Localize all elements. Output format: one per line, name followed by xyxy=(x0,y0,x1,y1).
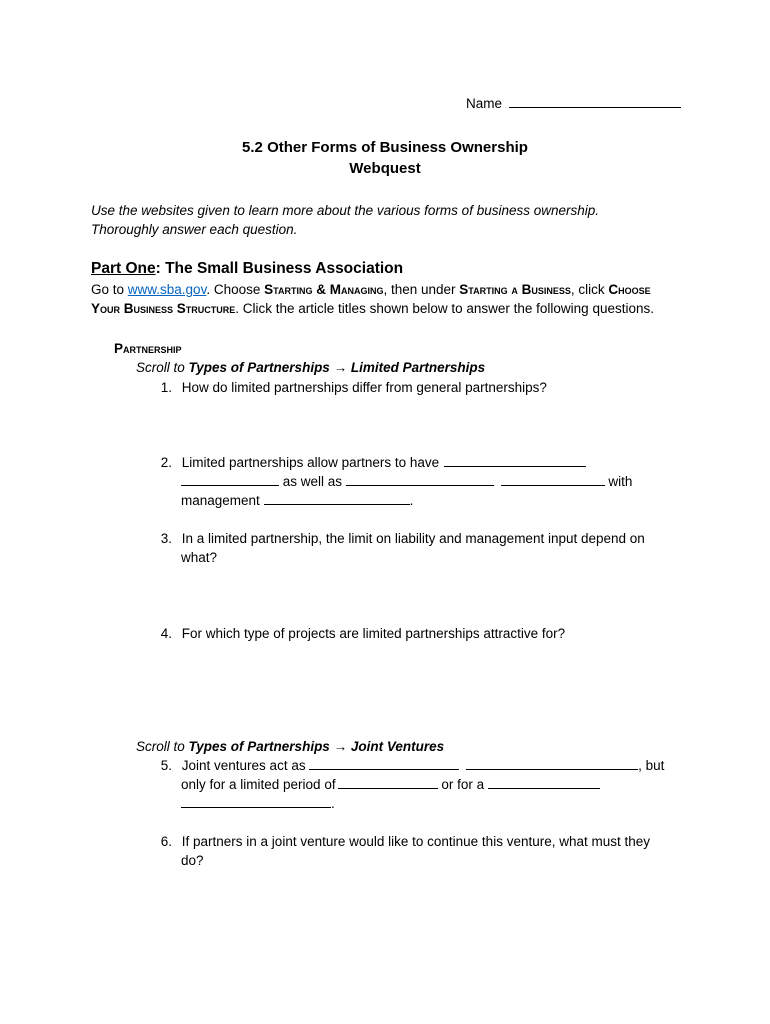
click-titles-text: . Click the article titles shown below to answer the following questions. xyxy=(235,301,654,316)
question-text: Joint ventures act as xyxy=(181,758,306,773)
question-5-line-3 xyxy=(181,794,335,813)
question-number: 1. xyxy=(160,380,172,395)
question-number: 6. xyxy=(160,834,172,849)
instructions-line-1: Use the websites given to learn more about the various forms of business ownership. xyxy=(91,203,600,218)
menu-business-structure: Your Business Structure xyxy=(91,301,236,316)
worksheet-subtitle: Webquest xyxy=(349,160,421,177)
question-text: If partners in a joint venture would like to continue this venture, what must they xyxy=(181,834,651,849)
question-number: 2. xyxy=(160,455,172,470)
choose-text: . Choose xyxy=(206,282,265,297)
question-text: management xyxy=(181,493,260,508)
question-6 xyxy=(150,832,650,851)
menu-starting-business: Starting a Business xyxy=(459,282,571,297)
question-text: as well as xyxy=(282,474,343,489)
then-under-text: , then under xyxy=(383,282,460,297)
scroll-path-limited: Types of Partnerships → Limited Partnerships xyxy=(188,360,486,375)
question-text: . xyxy=(409,493,414,508)
question-6-line-2: do? xyxy=(181,853,204,868)
part-one-line-2 xyxy=(91,299,654,318)
scroll-path-joint: Types of Partnerships → Joint Ventures xyxy=(188,739,445,754)
question-text: Limited partnerships allow partners to have xyxy=(181,455,440,470)
question-text: For which type of projects are limited partnerships attractive for? xyxy=(181,626,566,641)
question-1 xyxy=(150,378,547,397)
scroll-prefix: Scroll to xyxy=(136,360,189,375)
answer-blank[interactable] xyxy=(501,472,605,486)
scroll-instruction-limited xyxy=(136,358,485,377)
answer-blank[interactable] xyxy=(444,453,586,467)
question-4 xyxy=(150,624,565,643)
question-text: In a limited partnership, the limit on liability and management input depend on xyxy=(181,531,645,546)
question-number: 4. xyxy=(160,626,172,641)
answer-blank[interactable] xyxy=(346,472,494,486)
answer-blank[interactable] xyxy=(338,775,438,789)
name-label: Name xyxy=(466,96,503,111)
part-one-line-1 xyxy=(91,280,651,299)
sba-link[interactable]: www.sba.gov xyxy=(127,282,207,297)
answer-blank[interactable] xyxy=(181,472,279,486)
question-text: . xyxy=(331,796,335,811)
question-5-line-2 xyxy=(181,775,600,794)
question-text: only for a limited period of xyxy=(181,777,336,792)
answer-blank[interactable] xyxy=(264,491,410,505)
answer-blank[interactable] xyxy=(309,756,459,770)
answer-blank[interactable] xyxy=(181,794,331,808)
question-2-line-3 xyxy=(181,491,413,510)
question-text: or for a xyxy=(441,777,485,792)
scroll-instruction-joint xyxy=(136,737,444,756)
answer-blank[interactable] xyxy=(466,756,638,770)
menu-choose: Choose xyxy=(608,282,651,297)
menu-starting-managing: Starting & Managing xyxy=(264,282,384,297)
question-3 xyxy=(150,529,645,548)
question-3-line-2: what? xyxy=(181,550,218,565)
question-number: 5. xyxy=(160,758,172,773)
question-text: with xyxy=(608,474,633,489)
worksheet-title: 5.2 Other Forms of Business Ownership xyxy=(242,139,528,156)
part-one-title: : The Small Business Association xyxy=(155,260,404,277)
part-one-label: Part One xyxy=(91,260,156,277)
part-one-heading xyxy=(91,258,403,279)
answer-blank[interactable] xyxy=(488,775,600,789)
partnership-heading: Partnership xyxy=(114,341,182,356)
scroll-prefix: Scroll to xyxy=(136,739,189,754)
question-5 xyxy=(150,756,664,775)
question-2-line-2 xyxy=(181,472,632,491)
instructions-line-2: Thoroughly answer each question. xyxy=(91,222,298,237)
question-number: 3. xyxy=(160,531,172,546)
goto-text: Go to xyxy=(91,282,128,297)
question-2 xyxy=(150,453,586,472)
name-line xyxy=(466,94,681,113)
question-text: How do limited partnerships differ from general partnerships? xyxy=(181,380,547,395)
name-blank[interactable] xyxy=(509,94,681,108)
click-text: , click xyxy=(570,282,609,297)
question-text: , but xyxy=(638,758,665,773)
